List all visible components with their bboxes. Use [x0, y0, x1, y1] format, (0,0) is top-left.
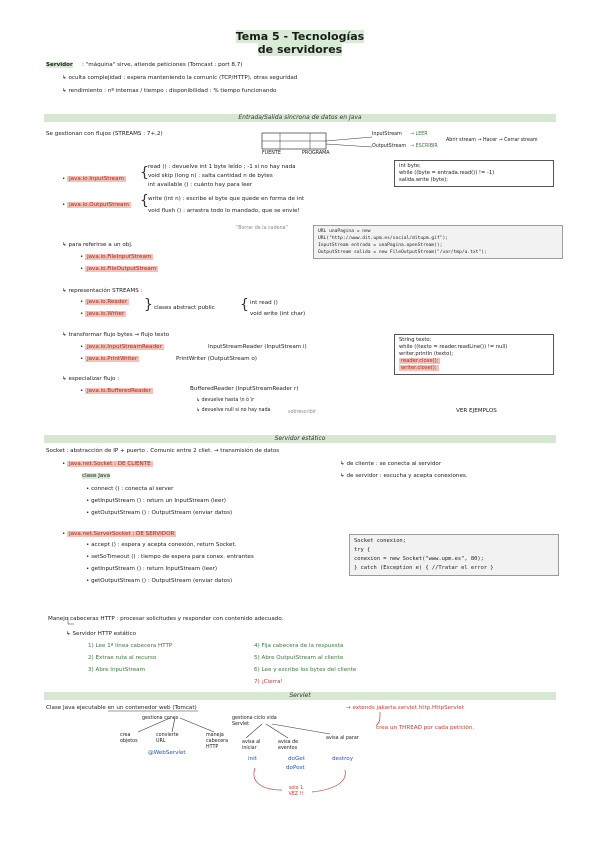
flujo-gestionan: Se gestionan con flujos (STREAMS : 7+,2)	[46, 131, 163, 137]
code-line: } catch (Exception e) { //Tratar el error }	[354, 565, 494, 571]
code-line: writer.close();	[401, 365, 437, 371]
lado-servidor: ↳ de servidor : escucha y acepta conexiones.	[340, 473, 468, 479]
ver-ejemplos: VER EJEMPLOS	[456, 408, 497, 414]
repr-label: ↳ representación STREAMS :	[62, 288, 143, 294]
step-1: 1) Lee 1ª línea cabecera HTTP	[88, 643, 173, 649]
brace-icon: }	[144, 297, 153, 313]
code-line: InputStream entrada = unaPagina.openStream();	[318, 243, 443, 248]
input-method-2: void skip (long n) : salta cantidad n de bytes	[148, 173, 273, 179]
servidor-http: ↳ Servidor HTTP estático	[66, 631, 136, 637]
flujo-outputstream: OutputStream	[372, 144, 407, 149]
section-band-servlet: Servlet	[44, 692, 556, 700]
node-convierte-url: convierte URL	[156, 733, 179, 744]
buffered-constructor: BufferedReader (InputStreamReader r)	[190, 386, 299, 392]
method-destroy: destroy	[332, 756, 354, 762]
buffered-note-2: ↳ devuelve null si no hay nada	[196, 408, 271, 413]
code-line: reader.close();	[401, 358, 439, 364]
output-method-2: void flush () : arrastra todo lo mandado, que se envíe!	[148, 208, 300, 214]
section-band-estatico: Servidor estático	[44, 435, 556, 443]
socket-method-2: • getInputStream () : return un InputStream (leer)	[86, 498, 226, 504]
code-line: URL unaPagina = new	[318, 229, 371, 234]
node-maneja-cabecera: maneja cabecera HTTP	[206, 733, 229, 750]
solo-una-vez: solo 1 VEZ !!	[288, 786, 304, 797]
flujo-abrir-cerrar: Abrir stream → Hacer → Cerrar stream	[446, 138, 538, 143]
servlet-clase: Clase Java ejecutable en un contenedor web (Tomcat)	[46, 705, 197, 711]
node-avisa-iniciar: avisa al iniciar	[242, 740, 261, 751]
brace-icon: {	[240, 297, 249, 313]
section-band-flujo: Entrada/Salida síncrona de datos en Java	[44, 114, 556, 122]
isr-class: • java.io.InputStreamReader	[80, 344, 162, 350]
servlet-thread: crea un THREAD por cada petición.	[376, 725, 475, 731]
text-code-box	[394, 334, 554, 375]
abstract-method-2: void write (int char)	[250, 311, 306, 317]
step-7: 7) ¡Cierra!	[254, 679, 283, 685]
node-avisa-eventos: avisa de eventos	[278, 740, 299, 751]
gestiona-ciclo: gestiona ciclo vida Servlet	[232, 716, 277, 727]
servidor-label: Servidor	[46, 62, 73, 68]
servidor-complejidad: ↳ oculta complejidad : espera manteniendo la comunic (TCP/HTTP), otras seguridad	[62, 75, 298, 81]
flujo-leer: → LEER	[410, 132, 428, 137]
code-line: Socket conexion;	[354, 538, 406, 544]
method-dopost: doPost	[286, 765, 305, 771]
socket-class: • java.net.Socket : DE CLIENTE	[62, 461, 151, 467]
isr-constructor: InputStreamReader (InputStream i)	[208, 344, 307, 350]
printwriter-class: • java.io.PrintWriter	[80, 356, 138, 362]
gestiona-conex: gestiona conex	[142, 716, 179, 721]
server-method-2: • setSoTimeout () : tiempo de espera para conex. entrantes	[86, 554, 254, 560]
page-subtitle: de servidores	[257, 43, 343, 56]
url-code-box	[313, 225, 563, 259]
webservlet-annotation: @WebServlet	[148, 750, 186, 756]
code-line: while ((byte = entrada.read()) != -1)	[399, 170, 495, 176]
servidor-rendimiento: ↳ rendimiento : nº internas / tiempo ; disponibilidad : % tiempo funcionando	[62, 88, 277, 94]
socket-method-1: • connect () : conecta al server	[86, 486, 174, 492]
flujo-inputstream: InputStream	[372, 132, 402, 137]
flujo-programa: PROGRAMA	[302, 151, 330, 156]
step-2: 2) Extrae ruta al recurso	[88, 655, 157, 661]
code-line: String texto;	[399, 337, 432, 343]
especializar-label: ↳ especializar flujo :	[62, 376, 120, 382]
buffered-note-3: sobrescribir	[288, 410, 317, 415]
method-doget: doGet	[288, 756, 305, 762]
loop-code-box	[394, 160, 554, 187]
server-method-1: • accept () : espera y acepta conexión, return Socket.	[86, 542, 237, 548]
socket-code-box	[349, 534, 559, 576]
node-crea-objetos: crea objetos	[120, 733, 138, 744]
step-4: 4) Fija cabecera de la respuesta	[254, 643, 344, 649]
clase-java: clase Java	[82, 473, 111, 479]
reader-class: • java.io.Reader	[80, 299, 128, 305]
brace-icon: {	[140, 193, 149, 209]
abstract-method-1: int read ()	[250, 300, 278, 306]
node-avisa-parar: avisa al parar	[326, 736, 359, 741]
server-method-4: • getOutputStream () : OutputStream (enviar datos)	[86, 578, 233, 584]
server-method-3: • getInputStream () : return InputStream (leer)	[86, 566, 218, 572]
serversocket-class: • java.net.ServerSocket : DE SERVIDOR	[62, 531, 175, 537]
buffered-class: • java.io.BufferedReader	[80, 388, 151, 394]
file-input-class: • java.io.FileInputStream	[80, 254, 152, 260]
file-output-class: • java.io.FileOutputStream	[80, 266, 157, 272]
step-5: 5) Abre OutputStream al cliente	[254, 655, 344, 661]
socket-def: Socket : abstracción de IP + puerto . Comunic entre 2 cliet. → transmisión de datos	[46, 448, 280, 454]
transformar-label: ↳ transformar flujo bytes → flujo texto	[62, 332, 170, 338]
socket-method-3: • getOutputStream () : OutputStream (enviar datos)	[86, 510, 233, 516]
flujo-fuente: FUENTE	[262, 151, 281, 156]
buffer-note: "Borrar de la cadena"	[236, 226, 288, 231]
code-line: OutputStream salida = new FileOutputStream("/var/tmp/a.txt");	[318, 250, 487, 255]
method-init: init	[248, 756, 257, 762]
step-3: 3) Abre InputStream	[88, 667, 146, 673]
servlet-extends: → extends jakarta.servlet.http.HttpServlet	[346, 705, 464, 711]
step-6: 6) Lee y escribe los bytes del cliente	[254, 667, 357, 673]
printwriter-constructor: PrintWriter (OutputStream o)	[176, 356, 257, 362]
brace-icon: {	[140, 165, 149, 181]
output-class: • java.io.OutputStream	[62, 202, 129, 208]
ficheros-label: ↳ para referirse a un obj.	[62, 242, 133, 248]
code-line: URL("http://www.dit.upm.es/social/ditupm.gif");	[318, 236, 448, 241]
input-method-1: read () : devuelve int 1 byte leído ; -1 si no hay nada	[148, 164, 296, 170]
manejo-http: Manejo cabeceras HTTP : procesar solicitudes y responder con contenido adecuado.	[48, 616, 284, 622]
code-line: salida.write (byte);	[399, 177, 448, 183]
abstract-label: clases abstract public	[154, 305, 215, 311]
code-line: int byte;	[399, 163, 421, 169]
output-method-1: write (int n) : escribe el byte que quede en forma de int	[148, 196, 305, 202]
code-line: writer.println (texto);	[399, 351, 454, 357]
code-line: conexion = new Socket("www.upm.es", 80);	[354, 556, 484, 562]
code-line: while ((texto = reader.readLine()) != null)	[399, 344, 508, 350]
buffered-note-1: ↳ devuelve hasta \n ó \r	[196, 398, 255, 403]
servidor-def: : "máquina" sirve, atiende peticiones (Tomcast : port 8,7)	[82, 62, 243, 68]
input-method-3: int available () : cuánto hay para leer	[148, 182, 253, 188]
code-line: try {	[354, 547, 371, 553]
flujo-escribir: → ESCRIBIR	[410, 144, 438, 149]
page-title: Tema 5 - Tecnologías	[235, 30, 365, 43]
lado-cliente: ↳ de cliente : se conecta al servidor	[340, 461, 442, 467]
writer-class: • java.io.Writer	[80, 311, 125, 317]
input-class: • java.io.InputStream	[62, 176, 124, 182]
